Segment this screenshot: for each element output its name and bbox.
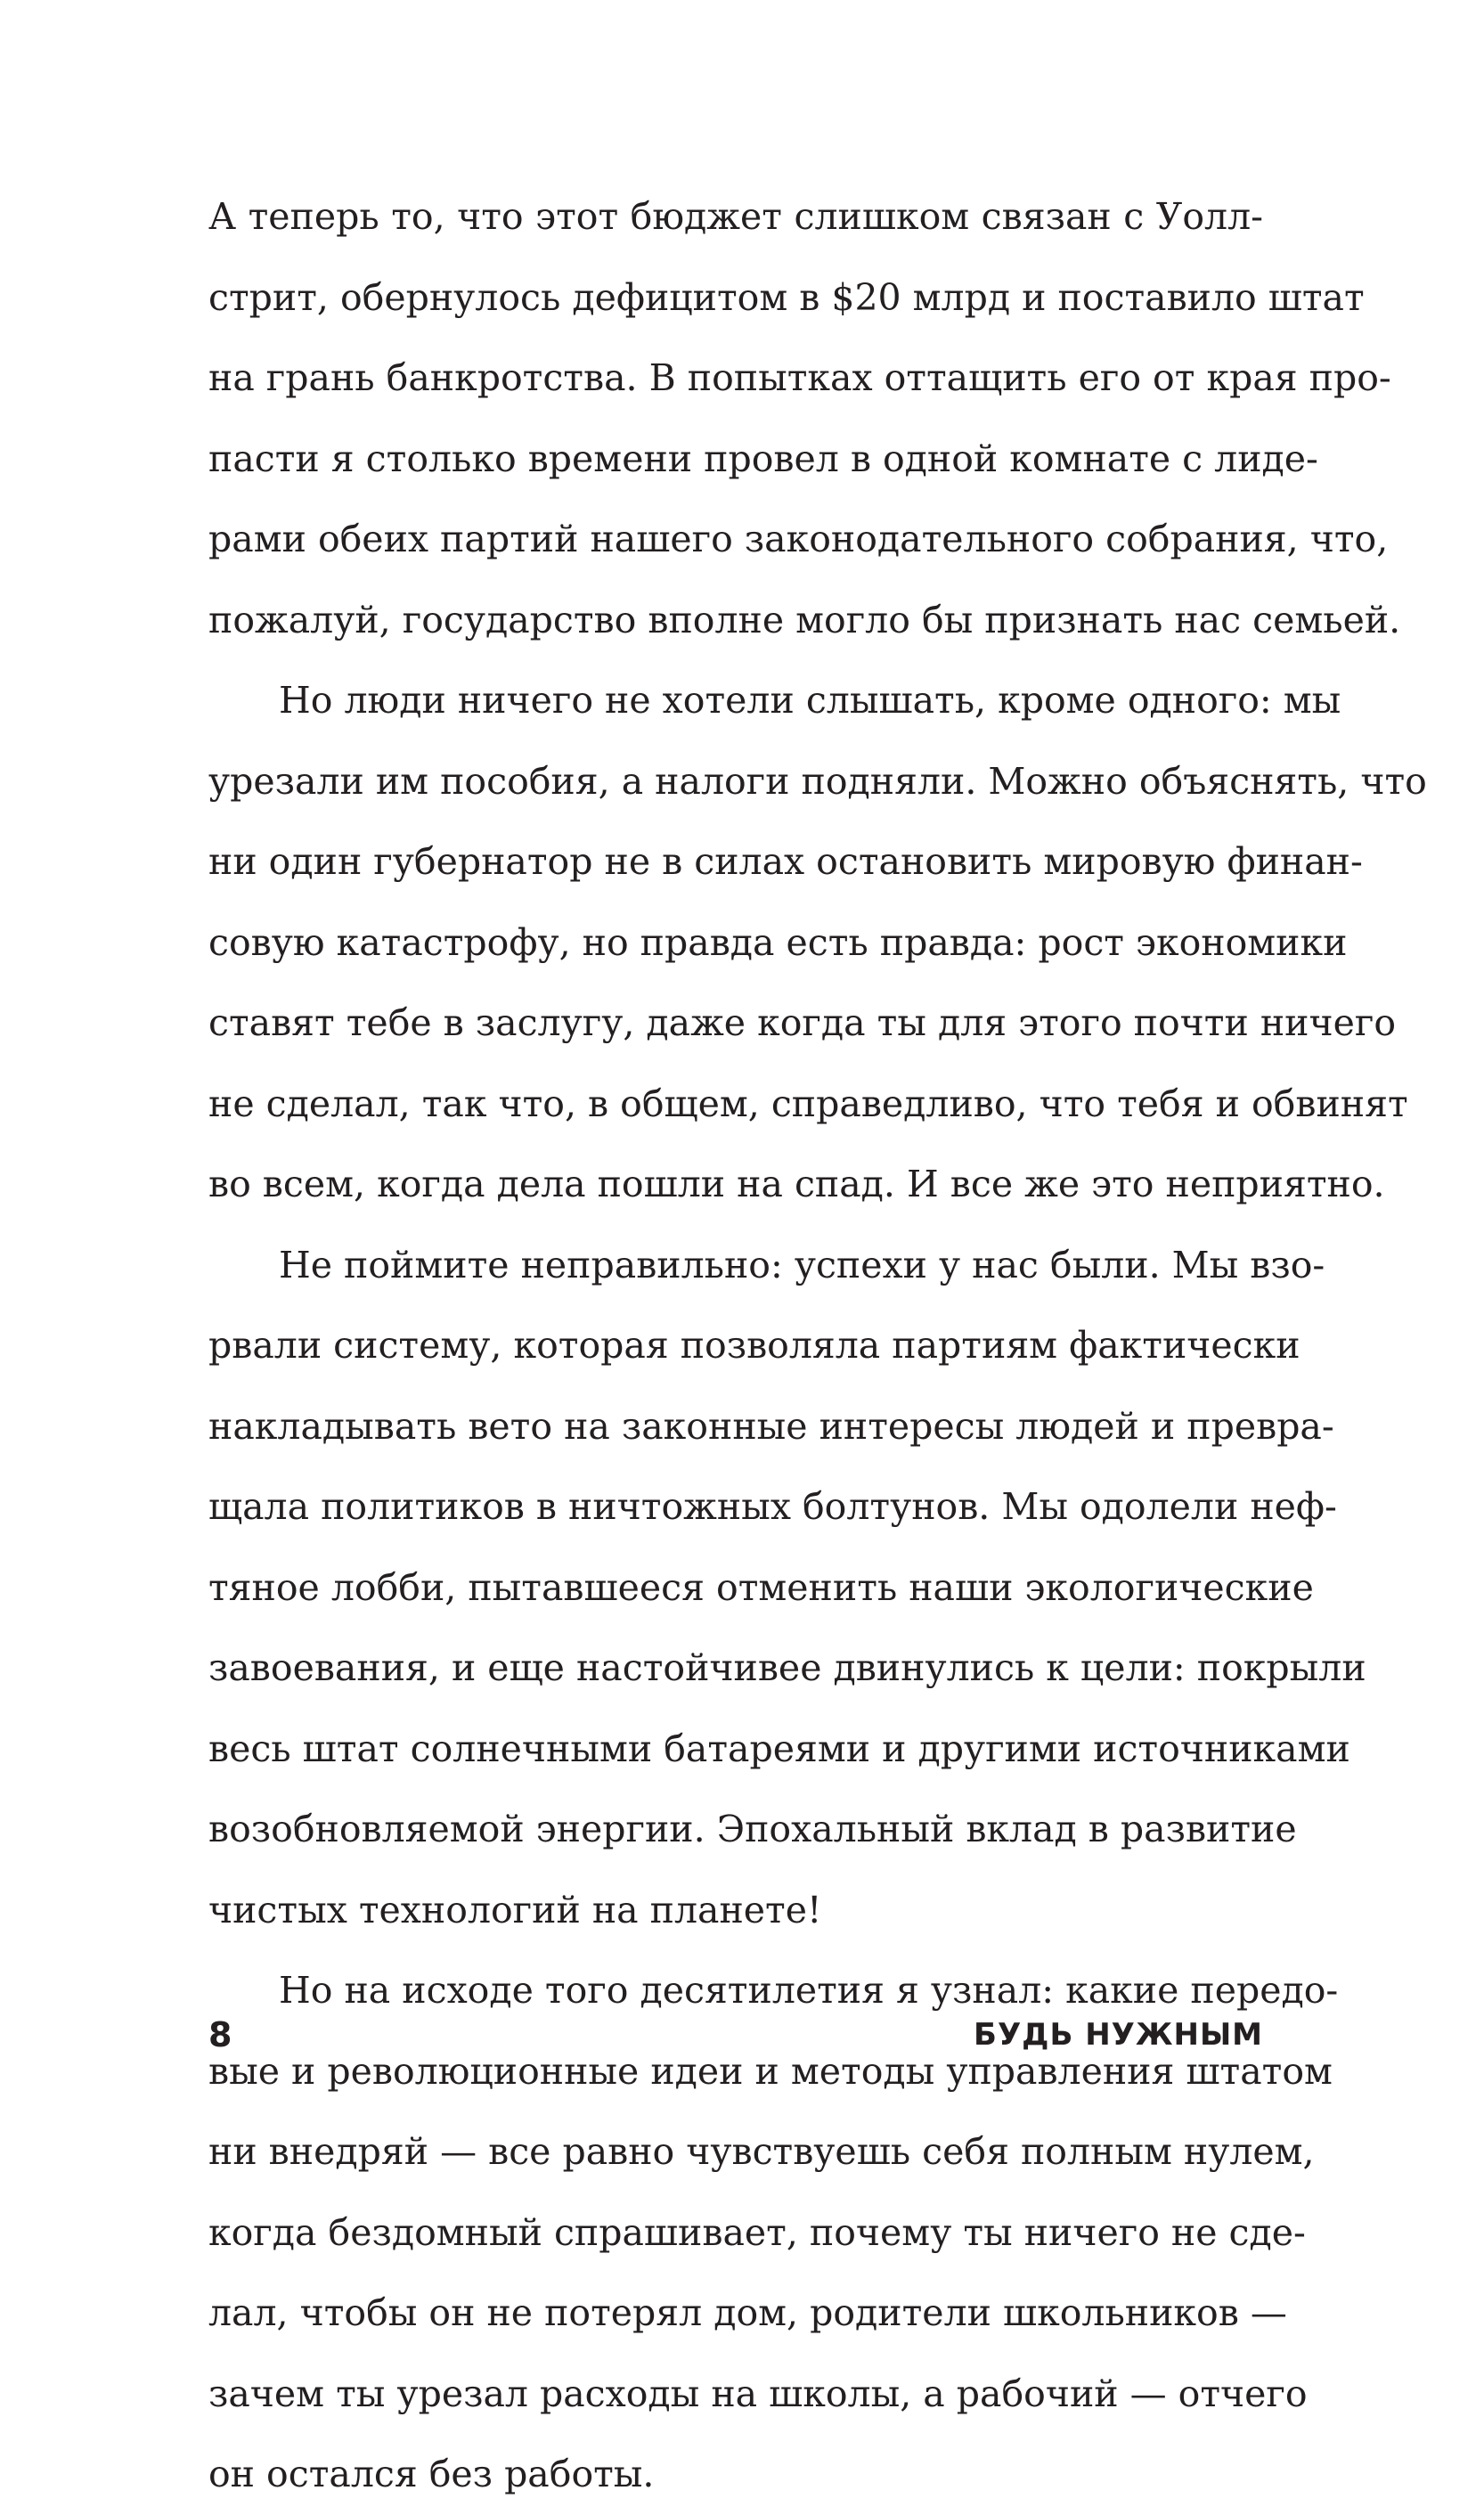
- text-line: завоевания, и еще настойчивее двинулись к цели: покрыли: [208, 1646, 1366, 1689]
- text-line: на грань банкротства. В попытках оттащить его от края про-: [208, 356, 1391, 399]
- text-line: Не поймите неправильно: успехи у нас были. Мы взо-: [279, 1243, 1325, 1286]
- text-line: чистых технологий на планете!: [208, 1888, 822, 1931]
- text-line: щала политиков в ничтожных болтунов. Мы одолели неф-: [208, 1485, 1337, 1528]
- text-line: возобновляемой энергии. Эпохальный вклад в развитие: [208, 1808, 1297, 1850]
- text-line: Но на исходе того десятилетия я узнал: какие передо-: [279, 1969, 1339, 2012]
- text-line: ставят тебе в заслугу, даже когда ты для этого почти ничего: [208, 1001, 1397, 1044]
- running-title: БУДЬ НУЖНЫМ: [974, 2017, 1263, 2053]
- page-number: 8: [208, 2015, 232, 2054]
- text-line: тяное лобби, пытавшееся отменить наши экологические: [208, 1565, 1314, 1609]
- text-line: совую катастрофу, но правда есть правда: рост экономики: [208, 920, 1348, 964]
- text-line: вые и революционные идеи и методы управления штатом: [208, 2049, 1333, 2093]
- text-line: рами обеих партий нашего законодательного собрания, что,: [208, 518, 1389, 560]
- text-line: он остался без работы.: [208, 2453, 655, 2495]
- text-line: когда бездомный спрашивает, почему ты ничего не сде-: [208, 2210, 1306, 2254]
- text-line: ни внедряй — все равно чувствуешь себя полным нулем,: [208, 2130, 1315, 2173]
- text-line: весь штат солнечными батареями и другими источниками: [208, 1727, 1350, 1770]
- body-text: [208, 176, 1427, 2515]
- text-line: стрит, обернулось дефицитом в $20 млрд и поставило штат: [208, 275, 1365, 319]
- text-line: зачем ты урезал расходы на школы, а рабочий — отчего: [208, 2372, 1308, 2415]
- text-line: накладывать вето на законные интересы людей и превра-: [208, 1404, 1334, 1448]
- text-line: Но люди ничего не хотели слышать, кроме одного: мы: [279, 679, 1341, 722]
- text-line: ни один губернатор не в силах остановить мировую финан-: [208, 840, 1363, 883]
- text-line: во всем, когда дела пошли на спад. И все же это неприятно.: [208, 1163, 1385, 1205]
- text-line: А теперь то, что этот бюджет слишком связан с Уолл-: [208, 195, 1263, 238]
- text-line: лал, чтобы он не потерял дом, родители школьников —: [208, 2291, 1287, 2334]
- text-line: пожалуй, государство вполне могло бы признать нас семьей.: [208, 598, 1401, 641]
- text-line: урезали им пособия, а налоги подняли. Можно объяснять, что: [208, 759, 1427, 803]
- text-line: пасти я столько времени провел в одной комнате с лиде-: [208, 437, 1318, 480]
- text-line: не сделал, так что, в общем, справедливо, что тебя и обвинят: [208, 1082, 1408, 1125]
- text-line: рвали систему, которая позволяла партиям фактически: [208, 1324, 1301, 1367]
